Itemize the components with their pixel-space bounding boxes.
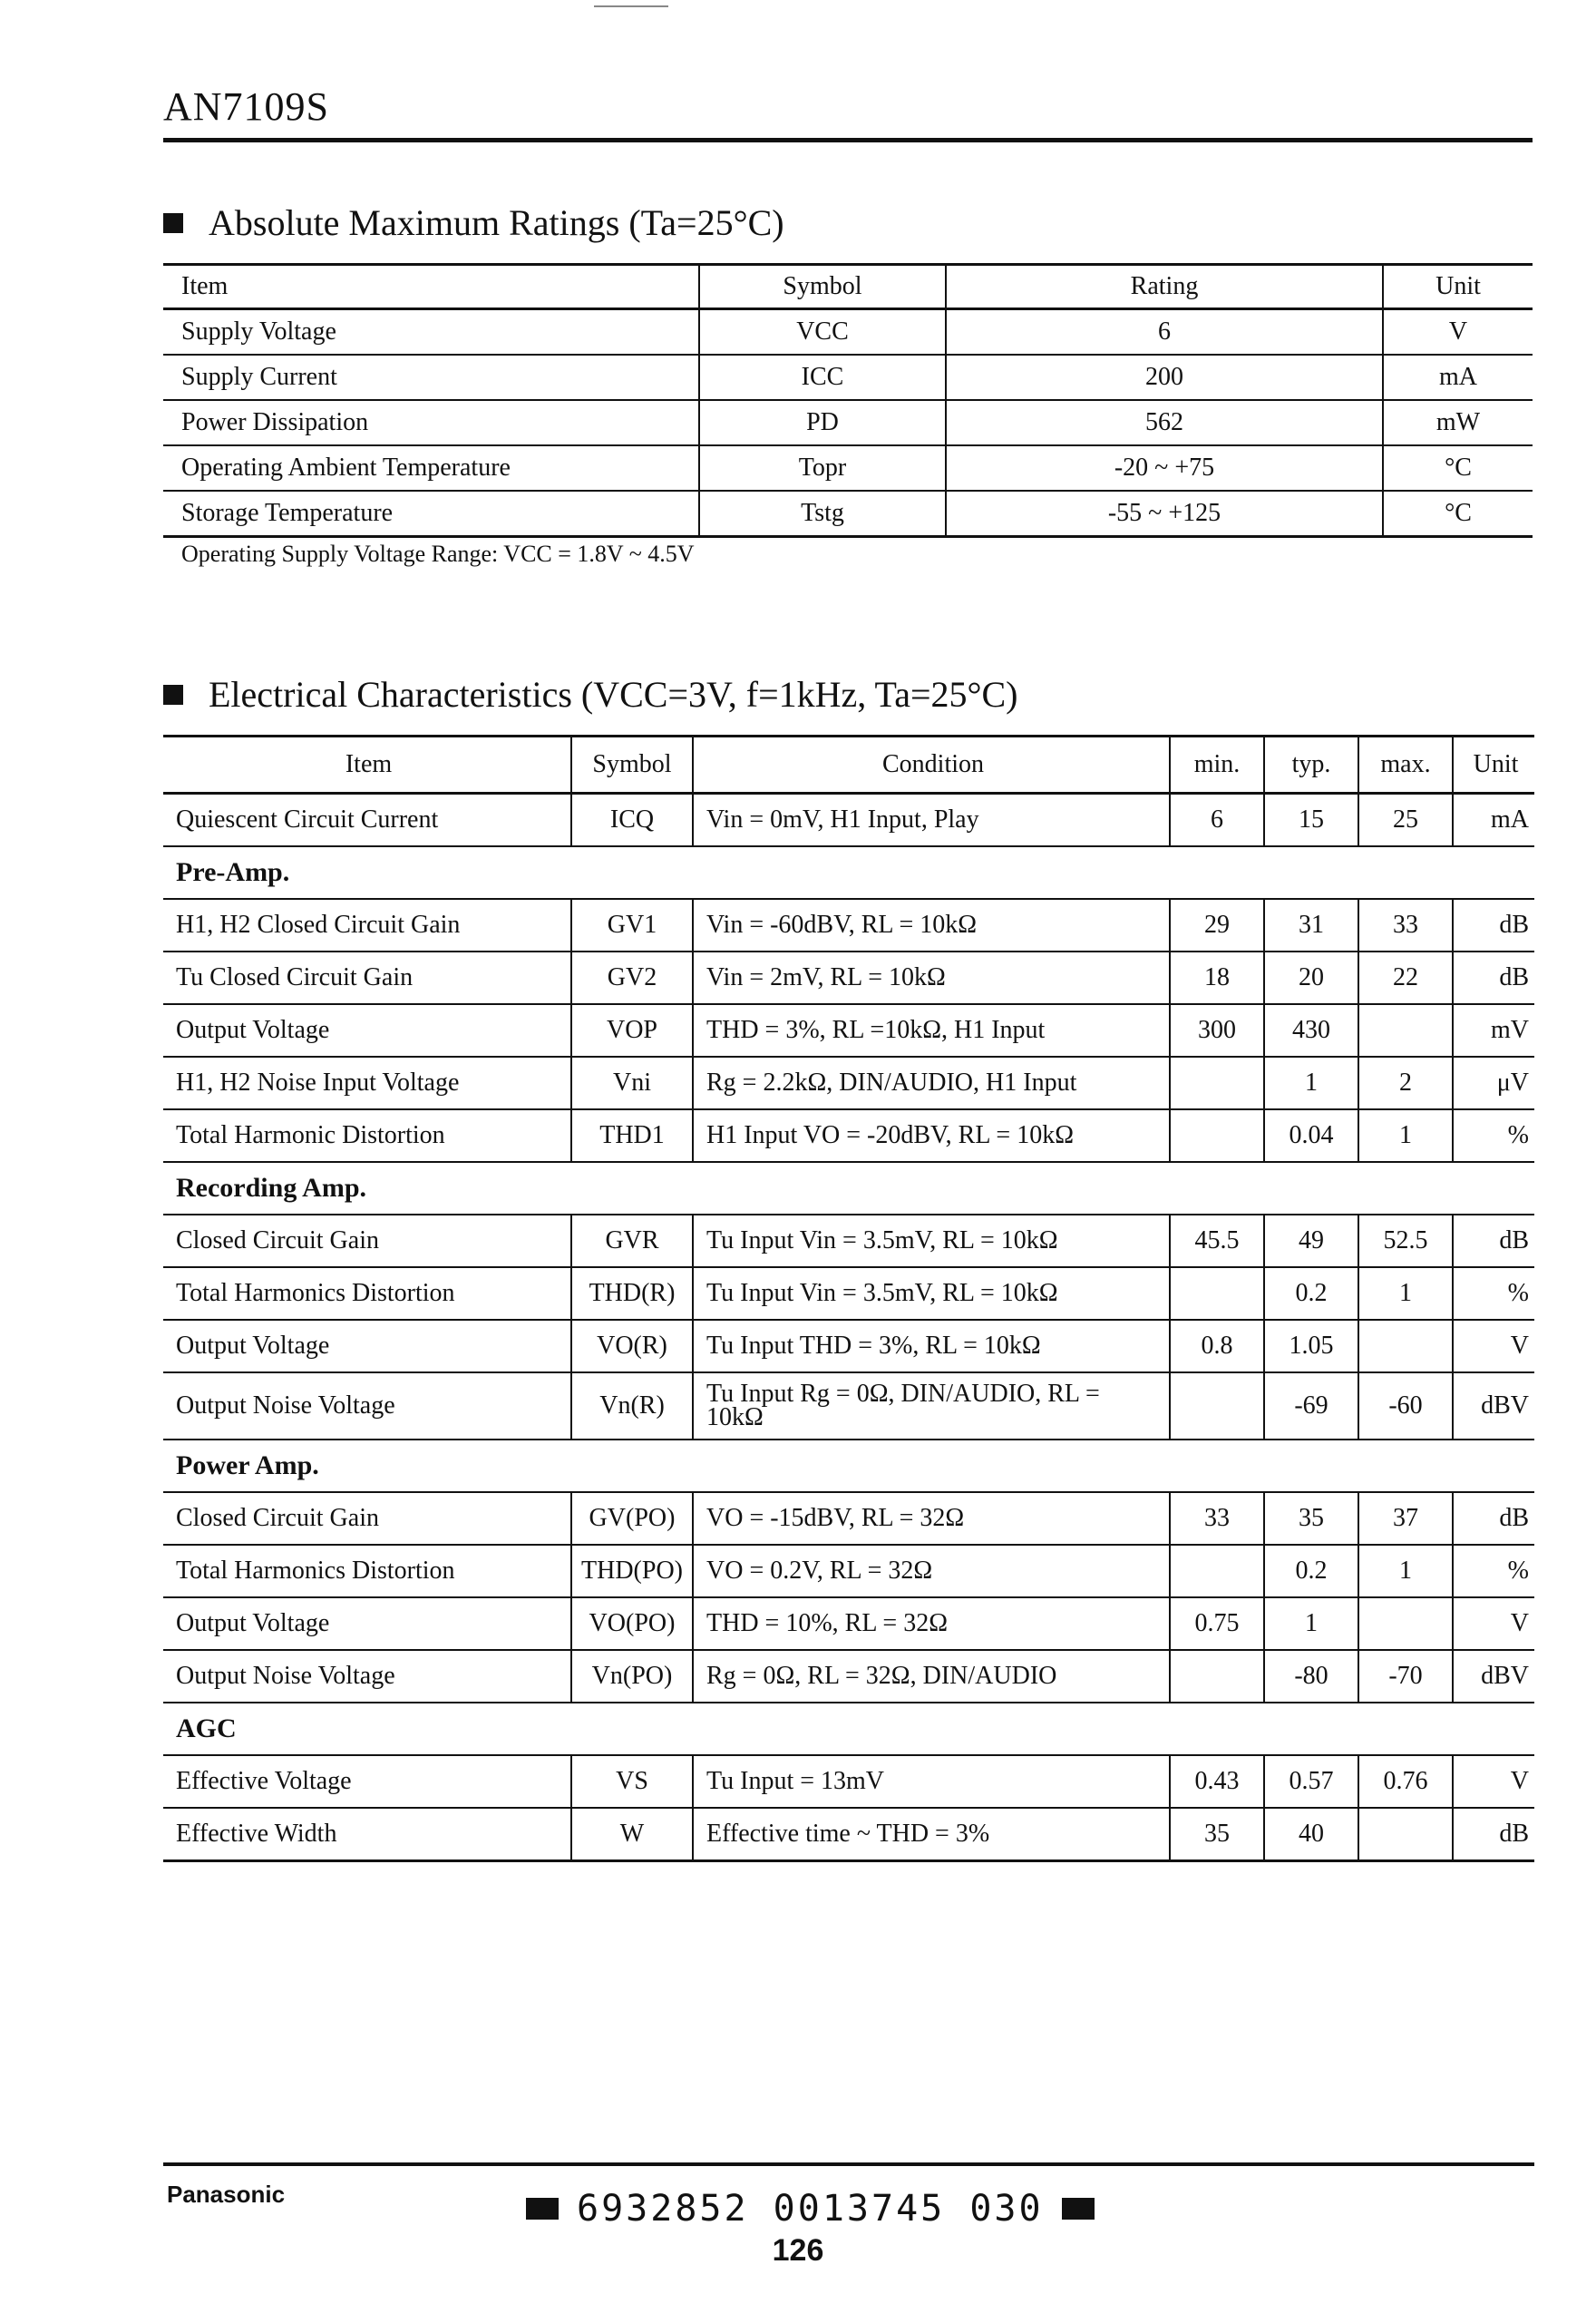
group-label: AGC — [163, 1703, 1534, 1755]
table-row — [163, 1492, 1534, 1545]
typ-cell: 31 — [1264, 899, 1358, 952]
item-cell: Total Harmonics Distortion — [163, 1545, 571, 1597]
group-row — [163, 1162, 1534, 1215]
table-row — [163, 1215, 1534, 1267]
symbol-cell: Vn(R) — [571, 1372, 693, 1440]
max-cell: 37 — [1358, 1492, 1453, 1545]
group-row — [163, 1703, 1534, 1755]
condition-cell: Tu Input Rg = 0Ω, DIN/AUDIO, RL = 10kΩ — [693, 1372, 1170, 1440]
min-cell: 0.75 — [1170, 1597, 1264, 1650]
typ-cell: 1 — [1264, 1057, 1358, 1109]
col-header: max. — [1358, 737, 1453, 794]
col-header: Item — [163, 265, 699, 309]
col-header: Condition — [693, 737, 1170, 794]
item-cell: Supply Voltage — [163, 309, 699, 356]
typ-cell: 1.05 — [1264, 1320, 1358, 1372]
part-number: AN7109S — [163, 84, 330, 129]
condition-cell: Effective time ~ THD = 3% — [693, 1808, 1170, 1861]
max-cell: 2 — [1358, 1057, 1453, 1109]
symbol-cell: VOP — [571, 1004, 693, 1057]
table-header-row — [163, 737, 1534, 794]
typ-cell: 35 — [1264, 1492, 1358, 1545]
typ-cell: 0.2 — [1264, 1267, 1358, 1320]
max-cell: 22 — [1358, 952, 1453, 1004]
group-row — [163, 1440, 1534, 1492]
min-cell — [1170, 1545, 1264, 1597]
item-cell: Storage Temperature — [163, 491, 699, 537]
min-cell — [1170, 1650, 1264, 1703]
typ-cell: 430 — [1264, 1004, 1358, 1057]
elec-table — [163, 735, 1534, 1862]
col-header: Rating — [946, 265, 1383, 309]
item-cell: Supply Current — [163, 355, 699, 400]
min-cell: 45.5 — [1170, 1215, 1264, 1267]
col-header: Item — [163, 737, 571, 794]
max-cell: 52.5 — [1358, 1215, 1453, 1267]
condition-cell: VO = 0.2V, RL = 32Ω — [693, 1545, 1170, 1597]
unit-cell: % — [1453, 1267, 1534, 1320]
item-cell: Output Voltage — [163, 1004, 571, 1057]
min-cell: 33 — [1170, 1492, 1264, 1545]
symbol-cell: VCC — [699, 309, 946, 356]
condition-cell: Tu Input THD = 3%, RL = 10kΩ — [693, 1320, 1170, 1372]
table-row — [163, 1372, 1534, 1440]
min-cell: 300 — [1170, 1004, 1264, 1057]
col-header: Unit — [1453, 737, 1534, 794]
min-cell: 18 — [1170, 952, 1264, 1004]
condition-cell: VO = -15dBV, RL = 32Ω — [693, 1492, 1170, 1545]
unit-cell: mA — [1453, 794, 1534, 847]
typ-cell: 0.2 — [1264, 1545, 1358, 1597]
typ-cell: 0.04 — [1264, 1109, 1358, 1162]
symbol-cell: THD1 — [571, 1109, 693, 1162]
condition-cell: H1 Input VO = -20dBV, RL = 10kΩ — [693, 1109, 1170, 1162]
typ-cell: 49 — [1264, 1215, 1358, 1267]
table-row — [163, 1320, 1534, 1372]
item-cell: Output Noise Voltage — [163, 1650, 571, 1703]
unit-cell: V — [1383, 309, 1533, 356]
min-cell — [1170, 1057, 1264, 1109]
item-cell: Tu Closed Circuit Gain — [163, 952, 571, 1004]
typ-cell: 15 — [1264, 794, 1358, 847]
brand-logo: Panasonic — [167, 2181, 286, 2208]
unit-cell: dB — [1453, 1215, 1534, 1267]
unit-cell: dB — [1453, 1492, 1534, 1545]
unit-cell: dB — [1453, 1808, 1534, 1861]
unit-cell: V — [1453, 1755, 1534, 1808]
header-rule — [163, 138, 1533, 142]
item-cell: H1, H2 Closed Circuit Gain — [163, 899, 571, 952]
page-number: 126 — [772, 2233, 824, 2268]
unit-cell: V — [1453, 1320, 1534, 1372]
typ-cell: -80 — [1264, 1650, 1358, 1703]
rating-cell: -20 ~ +75 — [946, 445, 1383, 491]
condition-cell: Rg = 0Ω, RL = 32Ω, DIN/AUDIO — [693, 1650, 1170, 1703]
symbol-cell: Vni — [571, 1057, 693, 1109]
symbol-cell: W — [571, 1808, 693, 1861]
item-cell: Power Dissipation — [163, 400, 699, 445]
col-header: Unit — [1383, 265, 1533, 309]
min-cell: 6 — [1170, 794, 1264, 847]
col-header: min. — [1170, 737, 1264, 794]
max-cell — [1358, 1808, 1453, 1861]
symbol-cell: PD — [699, 400, 946, 445]
abs-max-table — [163, 263, 1533, 538]
barcode-block-icon — [1062, 2198, 1095, 2220]
typ-cell: 1 — [1264, 1597, 1358, 1650]
item-cell: Effective Width — [163, 1808, 571, 1861]
supply-range-note: Operating Supply Voltage Range: VCC = 1.8V ~ 4.5V — [181, 541, 695, 567]
item-cell: Quiescent Circuit Current — [163, 794, 571, 847]
symbol-cell: Tstg — [699, 491, 946, 537]
condition-cell: Tu Input Vin = 3.5mV, RL = 10kΩ — [693, 1215, 1170, 1267]
symbol-cell: VO(PO) — [571, 1597, 693, 1650]
unit-cell: V — [1453, 1597, 1534, 1650]
max-cell: -60 — [1358, 1372, 1453, 1440]
group-label: Power Amp. — [163, 1440, 1534, 1492]
condition-cell: Vin = -60dBV, RL = 10kΩ — [693, 899, 1170, 952]
condition-cell: Vin = 0mV, H1 Input, Play — [693, 794, 1170, 847]
typ-cell: 0.57 — [1264, 1755, 1358, 1808]
group-label: Pre-Amp. — [163, 846, 1534, 899]
item-cell: Total Harmonics Distortion — [163, 1267, 571, 1320]
table-header-row — [163, 265, 1533, 309]
table-row — [163, 1109, 1534, 1162]
symbol-cell: Vn(PO) — [571, 1650, 693, 1703]
unit-cell: % — [1453, 1109, 1534, 1162]
rating-cell: 200 — [946, 355, 1383, 400]
barcode-text: 6932852 0013745 030 — [577, 2188, 1044, 2230]
table-row — [163, 400, 1533, 445]
table-row — [163, 794, 1534, 847]
table-row — [163, 1545, 1534, 1597]
unit-cell: % — [1453, 1545, 1534, 1597]
min-cell: 0.43 — [1170, 1755, 1264, 1808]
col-header: Symbol — [571, 737, 693, 794]
scan-mark — [594, 5, 668, 7]
group-row — [163, 846, 1534, 899]
item-cell: Operating Ambient Temperature — [163, 445, 699, 491]
table-row — [163, 1057, 1534, 1109]
condition-cell: Tu Input = 13mV — [693, 1755, 1170, 1808]
item-cell: Effective Voltage — [163, 1755, 571, 1808]
max-cell: 0.76 — [1358, 1755, 1453, 1808]
item-cell: Output Voltage — [163, 1597, 571, 1650]
unit-cell: °C — [1383, 445, 1533, 491]
table-row — [163, 355, 1533, 400]
symbol-cell: VO(R) — [571, 1320, 693, 1372]
table-row — [163, 1004, 1534, 1057]
unit-cell: dBV — [1453, 1372, 1534, 1440]
table-row — [163, 491, 1533, 537]
footer-rule — [163, 2162, 1534, 2166]
symbol-cell: GV2 — [571, 952, 693, 1004]
item-cell: Closed Circuit Gain — [163, 1215, 571, 1267]
max-cell — [1358, 1004, 1453, 1057]
group-label: Recording Amp. — [163, 1162, 1534, 1215]
symbol-cell: GV(PO) — [571, 1492, 693, 1545]
table-row — [163, 445, 1533, 491]
condition-cell: Rg = 2.2kΩ, DIN/AUDIO, H1 Input — [693, 1057, 1170, 1109]
item-cell: H1, H2 Noise Input Voltage — [163, 1057, 571, 1109]
rating-cell: -55 ~ +125 — [946, 491, 1383, 537]
barcode-code — [508, 2188, 1113, 2230]
max-cell — [1358, 1320, 1453, 1372]
section-bullet-icon — [163, 685, 183, 705]
item-cell: Closed Circuit Gain — [163, 1492, 571, 1545]
table-row — [163, 309, 1533, 356]
symbol-cell: ICQ — [571, 794, 693, 847]
abs-max-heading — [163, 201, 784, 244]
table-row — [163, 1808, 1534, 1861]
table-row — [163, 1267, 1534, 1320]
max-cell: 1 — [1358, 1109, 1453, 1162]
typ-cell: 40 — [1264, 1808, 1358, 1861]
col-header: typ. — [1264, 737, 1358, 794]
max-cell: -70 — [1358, 1650, 1453, 1703]
unit-cell: μV — [1453, 1057, 1534, 1109]
item-cell: Output Voltage — [163, 1320, 571, 1372]
max-cell: 1 — [1358, 1545, 1453, 1597]
min-cell — [1170, 1267, 1264, 1320]
symbol-cell: GVR — [571, 1215, 693, 1267]
max-cell: 25 — [1358, 794, 1453, 847]
unit-cell: °C — [1383, 491, 1533, 537]
symbol-cell: GV1 — [571, 899, 693, 952]
max-cell: 1 — [1358, 1267, 1453, 1320]
symbol-cell: ICC — [699, 355, 946, 400]
min-cell — [1170, 1109, 1264, 1162]
table-row — [163, 1597, 1534, 1650]
symbol-cell: THD(PO) — [571, 1545, 693, 1597]
max-cell — [1358, 1597, 1453, 1650]
table-row — [163, 899, 1534, 952]
condition-cell: Tu Input Vin = 3.5mV, RL = 10kΩ — [693, 1267, 1170, 1320]
elec-title: Electrical Characteristics (VCC=3V, f=1kHz, Ta=25°C) — [209, 674, 1018, 715]
condition-cell: THD = 10%, RL = 32Ω — [693, 1597, 1170, 1650]
elec-heading — [163, 673, 1018, 716]
rating-cell: 6 — [946, 309, 1383, 356]
unit-cell: mV — [1453, 1004, 1534, 1057]
item-cell: Total Harmonic Distortion — [163, 1109, 571, 1162]
table-row — [163, 1650, 1534, 1703]
item-cell: Output Noise Voltage — [163, 1372, 571, 1440]
symbol-cell: THD(R) — [571, 1267, 693, 1320]
col-header: Symbol — [699, 265, 946, 309]
condition-cell: Vin = 2mV, RL = 10kΩ — [693, 952, 1170, 1004]
symbol-cell: VS — [571, 1755, 693, 1808]
barcode-block-icon — [526, 2198, 559, 2220]
max-cell: 33 — [1358, 899, 1453, 952]
abs-max-title: Absolute Maximum Ratings (Ta=25°C) — [209, 202, 784, 243]
unit-cell: mW — [1383, 400, 1533, 445]
unit-cell: dB — [1453, 952, 1534, 1004]
condition-cell: THD = 3%, RL =10kΩ, H1 Input — [693, 1004, 1170, 1057]
table-row — [163, 1755, 1534, 1808]
unit-cell: mA — [1383, 355, 1533, 400]
symbol-cell: Topr — [699, 445, 946, 491]
table-row — [163, 952, 1534, 1004]
typ-cell: -69 — [1264, 1372, 1358, 1440]
unit-cell: dB — [1453, 899, 1534, 952]
min-cell — [1170, 1372, 1264, 1440]
unit-cell: dBV — [1453, 1650, 1534, 1703]
typ-cell: 20 — [1264, 952, 1358, 1004]
section-bullet-icon — [163, 213, 183, 233]
min-cell: 35 — [1170, 1808, 1264, 1861]
rating-cell: 562 — [946, 400, 1383, 445]
min-cell: 29 — [1170, 899, 1264, 952]
min-cell: 0.8 — [1170, 1320, 1264, 1372]
